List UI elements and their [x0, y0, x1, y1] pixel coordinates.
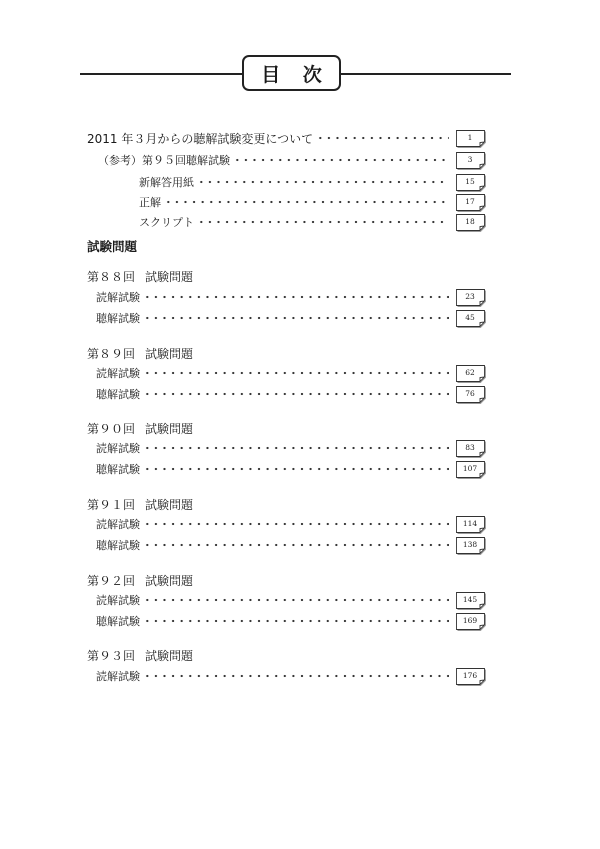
toc-entry[interactable]	[96, 459, 453, 479]
leader-dots	[197, 212, 449, 232]
page-number: 76	[465, 389, 475, 398]
page-number: 23	[465, 292, 475, 301]
page-number: 176	[462, 671, 478, 680]
toc-entry-label: 聴解試験	[96, 388, 140, 401]
session-label: 試験問題	[145, 422, 194, 436]
leader-dots	[143, 535, 449, 555]
page-number-tab[interactable]	[456, 537, 487, 554]
page-number: 18	[465, 217, 475, 226]
page-number: 1	[467, 133, 473, 142]
leader-dots	[233, 150, 449, 170]
leader-dots	[316, 128, 449, 148]
toc-entry-label: （参考）第９５回聴解試験	[98, 154, 230, 167]
session-number: 第８８回	[87, 270, 136, 284]
session-heading	[87, 420, 193, 437]
toc-entry[interactable]	[96, 590, 453, 610]
leader-dots	[164, 192, 449, 212]
page-number: 3	[467, 155, 473, 164]
toc-entry[interactable]	[139, 192, 453, 212]
page-number-tab[interactable]	[456, 461, 487, 478]
toc-entry[interactable]	[96, 287, 453, 307]
leader-dots	[143, 666, 449, 686]
session-heading	[87, 647, 193, 664]
toc-entry[interactable]	[139, 212, 453, 232]
toc-entry[interactable]	[96, 535, 453, 555]
page-number-tab[interactable]	[456, 310, 487, 327]
session-number: 第９２回	[87, 574, 136, 588]
toc-entry[interactable]	[96, 363, 453, 383]
toc-entry[interactable]	[98, 150, 453, 170]
toc-entry-label: 読解試験	[96, 594, 140, 607]
toc-entry[interactable]	[96, 611, 453, 631]
toc-entry-label: 2011 年３月からの聴解試験変更について	[87, 131, 314, 146]
session-label: 試験問題	[145, 347, 194, 361]
page-number-tab[interactable]	[456, 152, 487, 169]
page-number: 145	[462, 595, 478, 604]
toc-entry-label: 読解試験	[96, 670, 140, 683]
session-heading	[87, 496, 193, 513]
page-number: 107	[462, 464, 478, 473]
session-heading	[87, 572, 193, 589]
session-number: 第８９回	[87, 347, 136, 361]
leader-dots	[143, 514, 449, 534]
toc-entry[interactable]	[96, 666, 453, 686]
session-label: 試験問題	[145, 270, 194, 284]
toc-entry-label: 読解試験	[96, 518, 140, 531]
toc-entry-label: スクリプト	[139, 216, 194, 229]
leader-dots	[197, 172, 449, 192]
toc-entry-label: 新解答用紙	[139, 176, 194, 189]
leader-dots	[143, 384, 449, 404]
page-number: 15	[465, 177, 475, 186]
page-number-tab[interactable]	[456, 194, 487, 211]
leader-dots	[143, 438, 449, 458]
session-heading	[87, 345, 193, 362]
toc-entry-label: 聴解試験	[96, 615, 140, 628]
toc-entry-label: 読解試験	[96, 367, 140, 380]
page-number-tab[interactable]	[456, 386, 487, 403]
header-rule-right	[341, 73, 511, 75]
page-number-tab[interactable]	[456, 365, 487, 382]
page-number: 169	[462, 616, 478, 625]
page-number-tab[interactable]	[456, 174, 487, 191]
page-number: 138	[462, 540, 478, 549]
toc-entry-label: 聴解試験	[96, 463, 140, 476]
toc-entry-label: 聴解試験	[96, 539, 140, 552]
toc-entry[interactable]	[96, 308, 453, 328]
page-number: 62	[465, 368, 475, 377]
toc-entry-label: 正解	[139, 196, 161, 209]
page-number-tab[interactable]	[456, 613, 487, 630]
page-number-tab[interactable]	[456, 516, 487, 533]
page-number: 45	[465, 313, 475, 322]
toc-entry[interactable]	[96, 438, 453, 458]
toc-entry-label: 聴解試験	[96, 312, 140, 325]
page-number: 114	[462, 519, 478, 528]
leader-dots	[143, 590, 449, 610]
page-number-tab[interactable]	[456, 214, 487, 231]
toc-entry-label: 読解試験	[96, 291, 140, 304]
leader-dots	[143, 287, 449, 307]
toc-entry[interactable]	[96, 384, 453, 404]
session-label: 試験問題	[145, 649, 194, 663]
page-number-tab[interactable]	[456, 289, 487, 306]
toc-entry[interactable]	[139, 172, 453, 192]
session-number: 第９１回	[87, 498, 136, 512]
session-number: 第９３回	[87, 649, 136, 663]
session-label: 試験問題	[145, 574, 194, 588]
page-number-tab[interactable]	[456, 668, 487, 685]
page-number: 17	[465, 197, 475, 206]
session-heading	[87, 268, 193, 285]
leader-dots	[143, 308, 449, 328]
page-number-tab[interactable]	[456, 440, 487, 457]
toc-entry-label: 読解試験	[96, 442, 140, 455]
page-number: 83	[465, 443, 475, 452]
toc-entry[interactable]	[87, 128, 453, 148]
leader-dots	[143, 611, 449, 631]
page-number-tab[interactable]	[456, 592, 487, 609]
page-title: 目 次	[242, 55, 341, 91]
session-label: 試験問題	[145, 498, 194, 512]
leader-dots	[143, 459, 449, 479]
section-title: 試験問題	[87, 239, 138, 254]
header-rule-left	[80, 73, 242, 75]
session-number: 第９０回	[87, 422, 136, 436]
toc-entry[interactable]	[96, 514, 453, 534]
leader-dots	[143, 363, 449, 383]
page-number-tab[interactable]	[456, 130, 487, 147]
